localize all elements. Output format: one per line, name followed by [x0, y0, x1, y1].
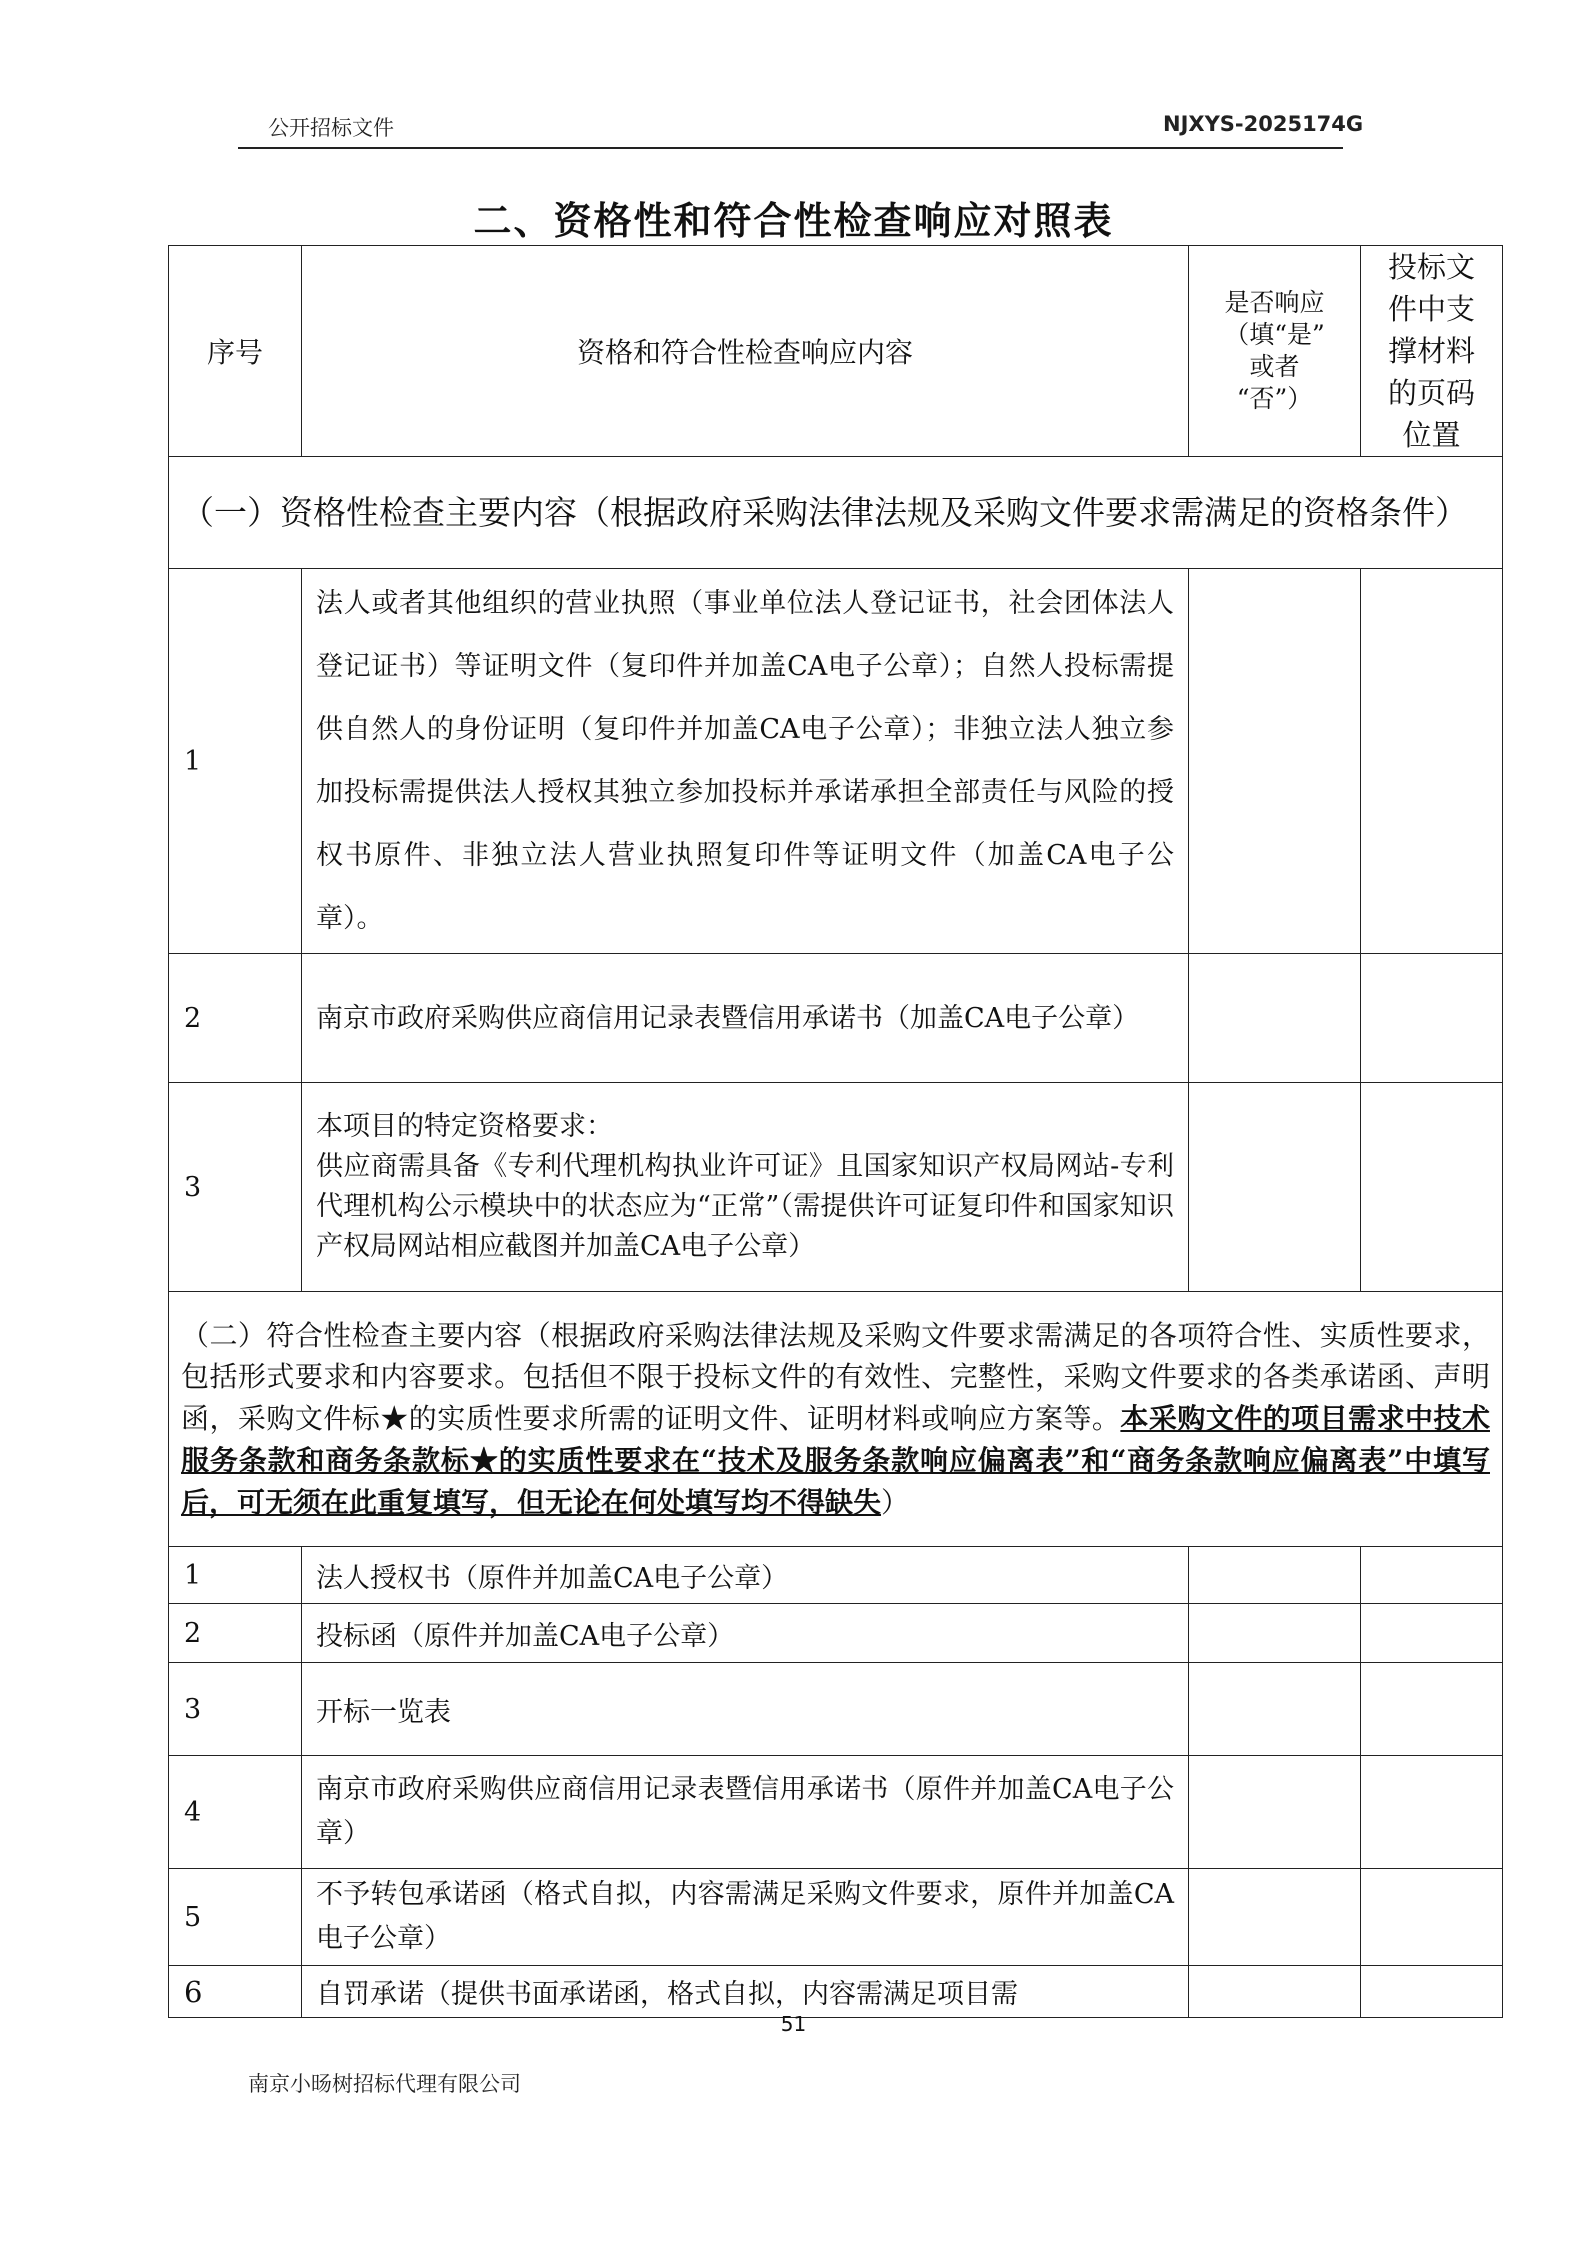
page-number: 51 [780, 2012, 807, 2036]
section-row [169, 457, 1503, 569]
col-header-respond-line: 或者 [1249, 352, 1300, 381]
row-content: 法人授权书（原件并加盖CA电子公章） [302, 1547, 1189, 1604]
respond-cell[interactable] [1189, 1966, 1361, 2018]
col-header-page-line: 撑材料 [1387, 334, 1475, 368]
page-ref-cell[interactable] [1361, 1604, 1503, 1663]
row-seq: 4 [169, 1756, 302, 1869]
table-row [169, 569, 1503, 954]
respond-cell[interactable] [1189, 1869, 1361, 1966]
row-content: 投标函（原件并加盖CA电子公章） [302, 1604, 1189, 1663]
row-content: 自罚承诺（提供书面承诺函，格式自拟，内容需满足项目需 [302, 1966, 1189, 2018]
section-2-close: ） [881, 1485, 910, 1519]
table-row [169, 1756, 1503, 1869]
row-content [302, 1083, 1189, 1292]
table-row [169, 1604, 1503, 1663]
col-header-page-line: 位置 [1402, 418, 1461, 452]
row-seq: 5 [169, 1869, 302, 1966]
compliance-table [168, 245, 1503, 2018]
col-header-respond [1189, 246, 1361, 457]
respond-cell[interactable] [1189, 1083, 1361, 1292]
row-seq: 6 [169, 1966, 302, 2018]
respond-cell[interactable] [1189, 569, 1361, 954]
col-header-respond-line: 是否响应 [1224, 288, 1325, 317]
footer-company: 南京小旸树招标代理有限公司 [248, 2072, 521, 2096]
row-content-line: 供应商需具备《专利代理机构执业许可证》且国家知识产权局网站-专利代理机构公示模块中的状态应为“正常”（需提供许可证复印件和国家知识产权局网站相应截图并加盖CA电子公章） [316, 1151, 1174, 1262]
section-2-emphasis: 本采购文件的项目需求中技术服务条款和商务条款标★的实质性要求在“技术及服务条款响应偏离表”和“商务条款响应偏离表”中填写后，可无须在此重复填写，但无论在何处填写均不得缺失 [181, 1402, 1490, 1519]
respond-cell[interactable] [1189, 1604, 1361, 1663]
col-header-content: 资格和符合性检查响应内容 [302, 246, 1189, 457]
section-row [169, 1292, 1503, 1547]
table-row [169, 1547, 1503, 1604]
page-ref-cell[interactable] [1361, 1756, 1503, 1869]
row-seq: 1 [169, 1547, 302, 1604]
row-seq: 1 [169, 569, 302, 954]
col-header-page-line: 的页码 [1387, 376, 1475, 410]
col-header-page-line: 件中支 [1387, 292, 1475, 326]
table-header-row [169, 246, 1503, 457]
row-content: 开标一览表 [302, 1663, 1189, 1756]
table-row [169, 1663, 1503, 1756]
table-row [169, 1083, 1503, 1292]
header-project-code: NJXYS-2025174G [1163, 112, 1364, 136]
col-header-page [1361, 246, 1503, 457]
row-seq: 3 [169, 1663, 302, 1756]
row-seq: 2 [169, 954, 302, 1083]
respond-cell[interactable] [1189, 1756, 1361, 1869]
header-divider [238, 147, 1343, 149]
row-content: 不予转包承诺函（格式自拟，内容需满足采购文件要求，原件并加盖CA电子公章） [302, 1869, 1189, 1966]
col-header-seq: 序号 [169, 246, 302, 457]
col-header-respond-line: “否”） [1236, 384, 1313, 413]
respond-cell[interactable] [1189, 1663, 1361, 1756]
header-doc-type: 公开招标文件 [268, 116, 394, 140]
row-content: 法人或者其他组织的营业执照（事业单位法人登记证书，社会团体法人登记证书）等证明文件（复印件并加盖CA电子公章）；自然人投标需提供自然人的身份证明（复印件并加盖CA电子公章）；非独立法人独立参加投标需提供法人授权其独立参加投标并承诺承担全部责任与风险的授权书原件、非独立法人营业执照复印件等证明文件（加盖CA电子公章）。 [302, 569, 1189, 954]
table-row [169, 954, 1503, 1083]
row-seq: 2 [169, 1604, 302, 1663]
page-ref-cell[interactable] [1361, 1869, 1503, 1966]
respond-cell[interactable] [1189, 954, 1361, 1083]
row-content: 南京市政府采购供应商信用记录表暨信用承诺书（加盖CA电子公章） [302, 954, 1189, 1083]
respond-cell[interactable] [1189, 1547, 1361, 1604]
section-1-title: （一）资格性检查主要内容（根据政府采购法律法规及采购文件要求需满足的资格条件） [169, 457, 1503, 569]
page-ref-cell[interactable] [1361, 1966, 1503, 2018]
col-header-page-line: 投标文 [1387, 250, 1475, 284]
page-ref-cell[interactable] [1361, 1547, 1503, 1604]
col-header-respond-line: （填“是” [1224, 320, 1325, 349]
table-row [169, 1966, 1503, 2018]
section-2-intro [169, 1292, 1503, 1547]
page-ref-cell[interactable] [1361, 1083, 1503, 1292]
row-content-line: 本项目的特定资格要求： [316, 1111, 613, 1142]
page-ref-cell[interactable] [1361, 1663, 1503, 1756]
section-2-text: （二）符合性检查主要内容（根据政府采购法律法规及采购文件要求需满足的各项符合性、实质性要求，包括形式要求和内容要求。包括但不限于投标文件的有效性、完整性，采购文件要求的各类承诺函、声明函，采购文件标★的实质性要求所需的证明文件、证明材料或响应方案等。 [181, 1318, 1490, 1436]
page-ref-cell[interactable] [1361, 954, 1503, 1083]
row-seq: 3 [169, 1083, 302, 1292]
table-row [169, 1869, 1503, 1966]
row-content: 南京市政府采购供应商信用记录表暨信用承诺书（原件并加盖CA电子公章） [302, 1756, 1189, 1869]
page-ref-cell[interactable] [1361, 569, 1503, 954]
page-title: 二、资格性和符合性检查响应对照表 [473, 199, 1114, 243]
